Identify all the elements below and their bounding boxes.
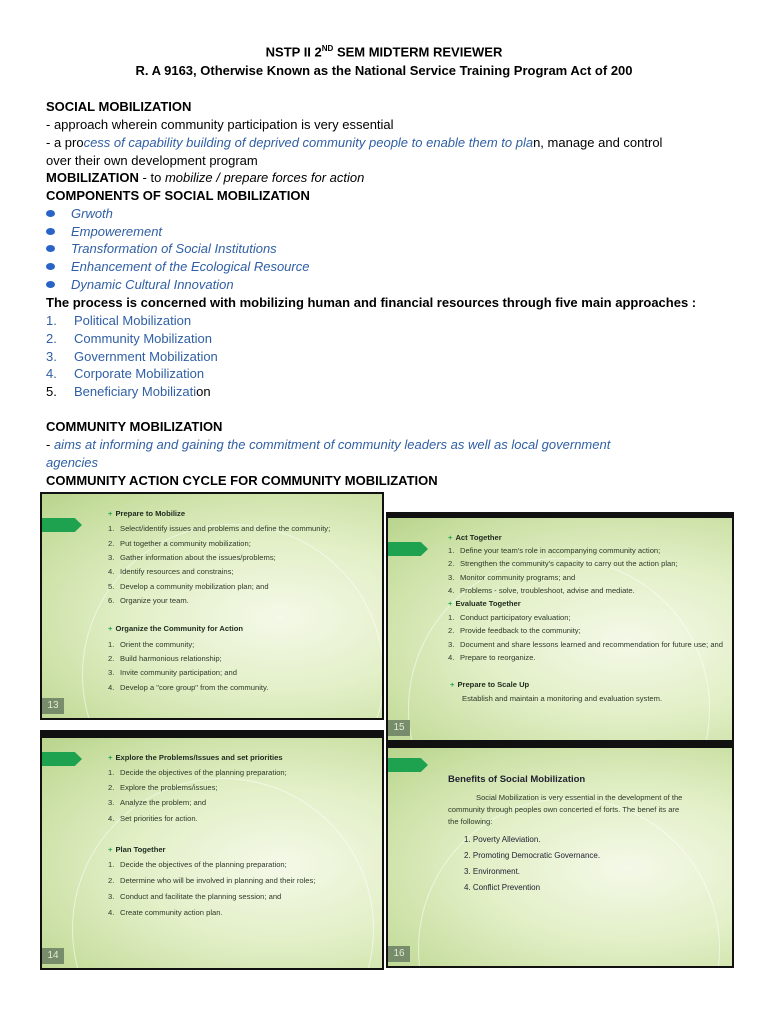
approach-label: Government Mobilization: [74, 349, 218, 364]
slide-item: 1. Select/identify issues and problems and define the community;: [108, 524, 331, 533]
arrow-icon: [42, 518, 82, 532]
community-def-line-2: agencies: [46, 455, 99, 470]
bullet-icon: [46, 281, 55, 288]
item-text: Create community action plan.: [120, 908, 223, 917]
approach-number: 1.: [46, 313, 57, 328]
slide-heading: [448, 598, 521, 609]
item-text: Orient the community;: [120, 640, 195, 649]
title-superscript: ND: [321, 44, 334, 53]
approach-number: 5.: [46, 384, 57, 399]
component-item: [46, 223, 162, 240]
mobilization-dash: - to: [138, 170, 165, 185]
slide-item: 4. Prepare to reorganize.: [448, 653, 536, 662]
mobilization-definition: mobilize / prepare forces for action: [164, 170, 365, 185]
component-item: [46, 240, 277, 257]
heading-text: Organize the Community for Action: [115, 624, 243, 633]
slide-item: 6. Organize your team.: [108, 596, 189, 605]
slide-14: [40, 730, 384, 970]
approach-number: 2.: [46, 331, 57, 346]
components-heading: COMPONENTS OF SOCIAL MOBILIZATION: [46, 188, 310, 203]
slide-item: 2. Explore the problems/issues;: [108, 783, 218, 792]
approach-label: Political Mobilization: [74, 313, 192, 328]
community-mobilization-heading: COMMUNITY MOBILIZATION: [46, 419, 223, 434]
plus-icon: +: [108, 509, 113, 518]
heading-text: Prepare to Scale Up: [457, 680, 530, 689]
component-item: [46, 276, 234, 293]
item-text: Gather information about the issues/problems;: [120, 553, 276, 562]
community-def-line-1: [46, 436, 610, 453]
benefit-item: 4. Conflict Prevention: [464, 883, 541, 892]
approach-item: [46, 330, 212, 347]
bullet-icon: [46, 263, 55, 270]
action-cycle-heading: COMMUNITY ACTION CYCLE FOR COMMUNITY MOBILIZATION: [46, 473, 438, 488]
title-text-tail: SEM MIDTERM REVIEWER: [333, 44, 503, 60]
item-text: Determine who will be involved in planning and their roles;: [120, 876, 316, 885]
component-label: Grwoth: [71, 206, 113, 221]
bullet-icon: [46, 228, 55, 235]
plus-icon: +: [448, 533, 453, 542]
heading-text: Prepare to Mobilize: [115, 509, 186, 518]
component-label: Enhancement of the Ecological Resource: [71, 259, 310, 274]
slide-item: 2. Build harmonious relationship;: [108, 654, 222, 663]
slide-15: [386, 512, 734, 742]
social-def-1: - approach wherein community participation is very essential: [46, 117, 394, 132]
item-text: Select/identify issues and problems and define the community;: [120, 524, 331, 533]
bullet-icon: [46, 245, 55, 252]
mobilization-def: [46, 169, 364, 186]
item-text: Conduct participatory evaluation;: [460, 613, 571, 622]
item-text: Document and share lessons learned and recommendation for future use; and: [460, 640, 723, 649]
slide-heading: [108, 508, 185, 519]
item-text: Problems - solve, troubleshoot, advise and mediate.: [460, 586, 635, 595]
benefit-item: 2. Promoting Democratic Governance.: [464, 851, 601, 860]
slide-16: [386, 740, 734, 968]
item-text: Decide the objectives of the planning preparation;: [120, 860, 287, 869]
mobilization-label: MOBILIZATION: [46, 170, 139, 185]
slide-paragraph-line: the following:: [448, 817, 493, 826]
slide-item: 1. Conduct participatory evaluation;: [448, 613, 571, 622]
component-label: Dynamic Cultural Innovation: [71, 277, 234, 292]
heading-text: Plan Together: [115, 845, 166, 854]
item-text: Put together a community mobilization;: [120, 539, 251, 548]
slide-item: 4. Set priorities for action.: [108, 814, 198, 823]
slide-paragraph-line: community through peoples own concerted ef forts. The benef its are: [448, 805, 680, 814]
slide-item: 3. Invite community participation; and: [108, 668, 237, 677]
plus-icon: +: [108, 845, 113, 854]
slide-number: 15: [388, 720, 410, 736]
approach-label: Corporate Mobilization: [74, 366, 205, 381]
slide-item: 3. Gather information about the issues/problems;: [108, 553, 276, 562]
process-statement: The process is concerned with mobilizing human and financial resources through five main approaches :: [46, 295, 697, 310]
slide-item: 4. Develop a "core group" from the community.: [108, 683, 269, 692]
title-text: NSTP II 2: [265, 44, 322, 60]
item-text: Strengthen the community's capacity to carry out the action plan;: [460, 559, 678, 568]
arrow-icon: [388, 758, 428, 772]
plus-icon: +: [108, 753, 113, 762]
slide-item: 2. Provide feedback to the community;: [448, 626, 581, 635]
item-text: Provide feedback to the community;: [460, 626, 581, 635]
slide-title: Benefits of Social Mobilization: [448, 774, 586, 785]
document-subtitle: R. A 9163, Otherwise Known as the National Service Training Program Act of 200: [135, 63, 633, 78]
benefit-item: 3. Environment.: [464, 867, 521, 876]
document-title: [0, 44, 768, 59]
approach-number: 4.: [46, 366, 57, 381]
item-text: Organize your team.: [120, 596, 189, 605]
heading-text: Act Together: [455, 533, 502, 542]
slide-item: 1. Decide the objectives of the planning preparation;: [108, 768, 287, 777]
component-item: [46, 205, 113, 222]
def2-part-a: - a pro: [46, 135, 84, 150]
arrow-icon: [42, 752, 82, 766]
slide-item: 3. Document and share lessons learned and recommendation for future use; and: [448, 640, 723, 649]
bullet-icon: [46, 210, 55, 217]
social-def-2: [46, 134, 662, 151]
slide-item: 5. Develop a community mobilization plan; and: [108, 582, 269, 591]
slide-number: 16: [388, 946, 410, 962]
slide-item: 4. Problems - solve, troubleshoot, advise and mediate.: [448, 586, 635, 595]
slide-heading: [448, 532, 502, 543]
benefit-item: 1. Poverty Alleviation.: [464, 835, 541, 844]
slide-item: 2. Put together a community mobilization;: [108, 539, 251, 548]
approach-label-tail: on: [196, 384, 211, 399]
component-label: Empowerement: [71, 224, 163, 239]
plus-icon: +: [108, 624, 113, 633]
plus-icon: +: [450, 680, 455, 689]
item-text: Build harmonious relationship;: [120, 654, 222, 663]
item-text: Invite community participation; and: [120, 668, 237, 677]
approach-item: [46, 383, 211, 400]
item-text: Decide the objectives of the planning preparation;: [120, 768, 287, 777]
slide-item: 1. Decide the objectives of the planning preparation;: [108, 860, 287, 869]
item-text: Define your team's role in accompanying community action;: [460, 546, 661, 555]
item-text: Prepare to reorganize.: [460, 653, 536, 662]
slide-heading: [108, 844, 166, 855]
approach-number: 3.: [46, 349, 57, 364]
community-dash: -: [46, 437, 54, 452]
item-text: Identify resources and constrains;: [120, 567, 234, 576]
heading-text: Explore the Problems/Issues and set priorities: [115, 753, 283, 762]
item-text: Explore the problems/issues;: [120, 783, 218, 792]
slide-item: 1. Orient the community;: [108, 640, 195, 649]
community-definition: aims at informing and gaining the commitment of community leaders as well as local government: [53, 437, 611, 452]
slide-item: 2. Strengthen the community's capacity to carry out the action plan;: [448, 559, 678, 568]
slide-heading: [108, 623, 243, 634]
slide-item: 4. Create community action plan.: [108, 908, 223, 917]
approach-item: [46, 365, 204, 382]
slide-item: 4. Identify resources and constrains;: [108, 567, 234, 576]
heading-text: Evaluate Together: [455, 599, 521, 608]
slide-item: 3. Conduct and facilitate the planning session; and: [108, 892, 282, 901]
approach-item: [46, 348, 218, 365]
item-text: Develop a community mobilization plan; and: [120, 582, 269, 591]
slide-heading: [450, 679, 529, 690]
item-text: Develop a "core group" from the community.: [120, 683, 269, 692]
slide-item: 1. Define your team's role in accompanying community action;: [448, 546, 661, 555]
approach-label: Beneficiary Mobilizati: [74, 384, 197, 399]
slide-number: 13: [42, 698, 64, 714]
slide-item: 3. Analyze the problem; and: [108, 798, 207, 807]
slide-heading: [108, 752, 283, 763]
slide-13: [40, 492, 384, 720]
approach-label: Community Mobilization: [74, 331, 212, 346]
component-item: [46, 258, 309, 275]
arrow-icon: [388, 542, 428, 556]
item-text: Set priorities for action.: [120, 814, 198, 823]
item-text: Conduct and facilitate the planning session; and: [120, 892, 282, 901]
slide-number: 14: [42, 948, 64, 964]
slide-text: Establish and maintain a monitoring and evaluation system.: [462, 694, 663, 703]
item-text: Monitor community programs; and: [460, 573, 576, 582]
social-def-2-cont: over their own development program: [46, 153, 258, 168]
slide-paragraph-line: Social Mobilization is very essential in the development of the: [476, 793, 683, 802]
social-mobilization-heading: SOCIAL MOBILIZATION: [46, 99, 192, 114]
component-label: Transformation of Social Institutions: [71, 241, 277, 256]
slide-item: 3. Monitor community programs; and: [448, 573, 576, 582]
slide-item: 2. Determine who will be involved in planning and their roles;: [108, 876, 316, 885]
plus-icon: +: [448, 599, 453, 608]
item-text: Analyze the problem; and: [120, 798, 207, 807]
approach-item: [46, 312, 191, 329]
def2-part-b: cess of capability building of deprived community people to enable them to pla: [83, 135, 534, 150]
def2-part-c: n, manage and control: [533, 135, 663, 150]
